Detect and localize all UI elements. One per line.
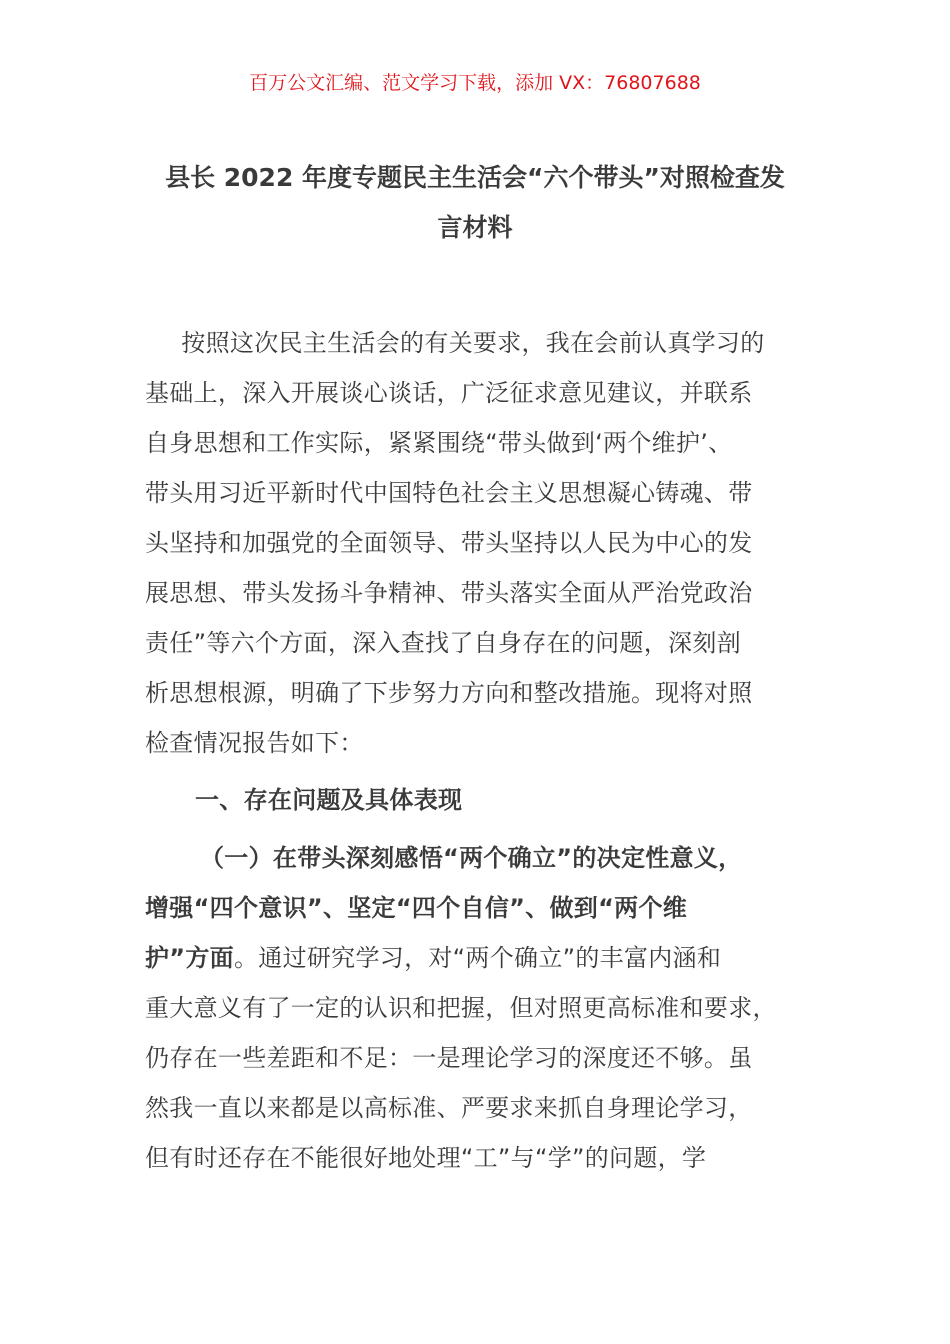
text-line: 展思想、带头发扬斗争精神、带头落实全面从严治党政治 [145, 579, 753, 607]
document-title-line-2: 言材料 [437, 213, 513, 242]
text-line: 然我一直以来都是以高标准、严要求来抓自身理论学习， [145, 1094, 753, 1122]
text-line: 带头用习近平新时代中国特色社会主义思想凝心铸魂、带 [145, 479, 753, 507]
text-line: 析思想根源，明确了下步努力方向和整改措施。现将对照 [145, 679, 753, 707]
subsection-heading-line: 增强“四个意识”、坚定“四个自信”、做到“两个维 [145, 894, 688, 922]
text-line: 按照这次民主生活会的有关要求，我在会前认真学习的 [157, 329, 765, 357]
section-heading: 一、存在问题及具体表现 [195, 786, 463, 814]
text-line: 仍存在一些差距和不足：一是理论学习的深度还不够。虽 [145, 1044, 753, 1072]
subsection-heading-line: （一）在带头深刻感悟“两个确立”的决定性意义， [200, 844, 743, 872]
text-line: 头坚持和加强党的全面领导、带头坚持以人民为中心的发 [145, 529, 753, 557]
watermark-banner: 百万公文汇编、范文学习下载，添加 VX：76807688 [249, 72, 701, 94]
text-line: 重大意义有了一定的认识和把握，但对照更高标准和要求， [145, 994, 777, 1022]
text-line: 但有时还存在不能很好地处理“工”与“学”的问题，学 [145, 1144, 707, 1172]
text-line: 自身思想和工作实际，紧紧围绕“带头做到‘两个维护’、 [145, 429, 733, 457]
text-line [145, 943, 721, 973]
text-line: 责任”等六个方面，深入查找了自身存在的问题，深刻剖 [145, 629, 741, 657]
document-title-line-1: 县长 2022 年度专题民主生活会“六个带头”对照检查发 [165, 163, 785, 192]
text-span: 。通过研究学习，对“两个确立”的丰富内涵和 [233, 944, 722, 972]
subsection-heading-end: 护”方面 [145, 944, 234, 972]
text-line: 基础上，深入开展谈心谈话，广泛征求意见建议，并联系 [145, 379, 753, 407]
text-line: 检查情况报告如下： [145, 729, 364, 757]
